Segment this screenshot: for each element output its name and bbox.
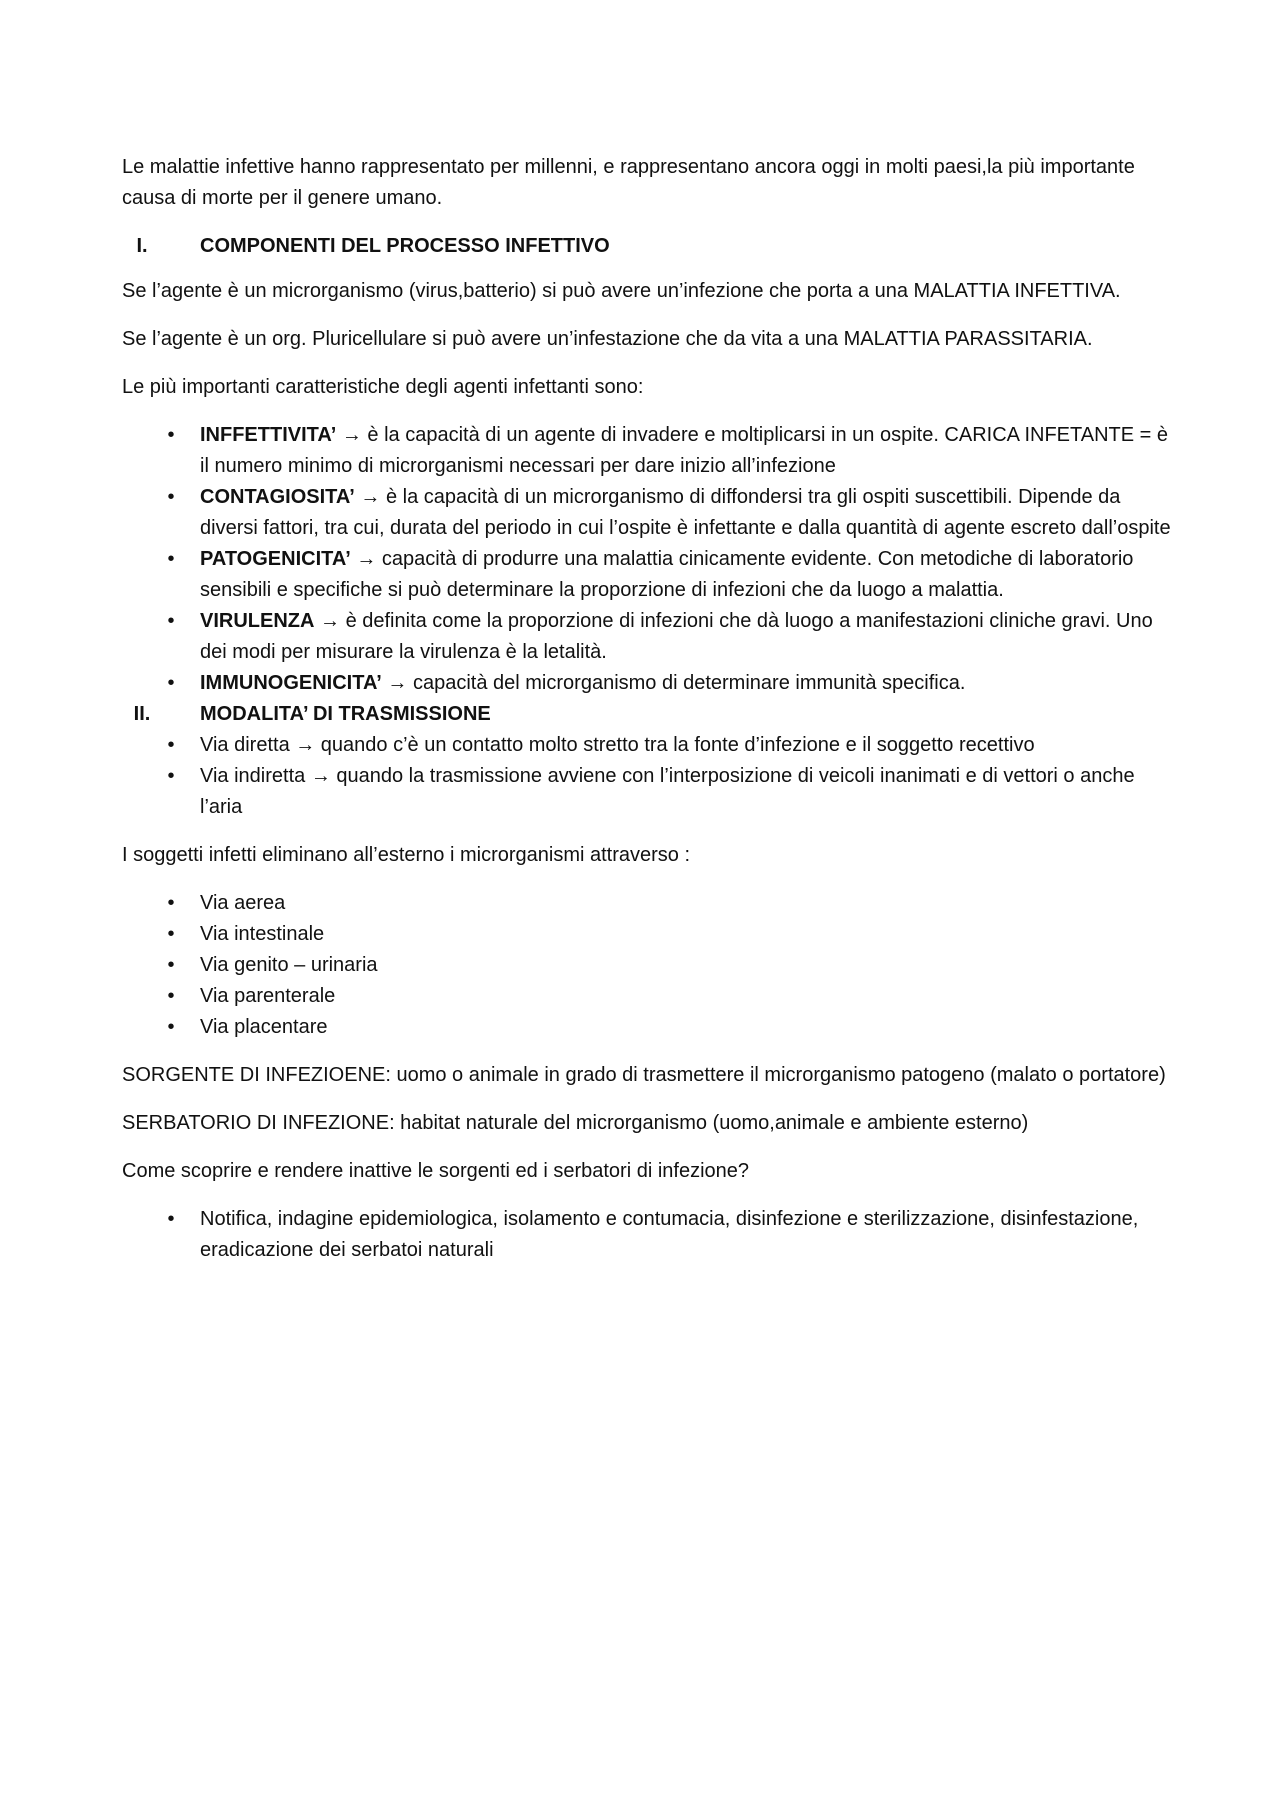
bullet-icon: • (167, 486, 175, 508)
list-item (122, 1012, 1182, 1043)
characteristics-list (122, 420, 1182, 699)
paragraph-agente-microrganismo: Se l’agente è un microrganismo (virus,batterio) si può avere un’infezione che porta a una MALATTIA INFETTIVA. (122, 280, 1121, 302)
bullet-icon: • (167, 1208, 175, 1230)
list-item (122, 420, 1182, 482)
paragraph-domanda: Come scoprire e rendere inattive le sorgenti ed i serbatori di infezione? (122, 1160, 750, 1182)
route-label: Via intestinale (200, 923, 325, 945)
measures-list (122, 1204, 1182, 1266)
section-number: I. (136, 235, 148, 257)
measure-text: Notifica, indagine epidemiologica, isolamento e contumacia, disinfezione e sterilizzazione, disinfestazione, eradicazione dei serbatoi naturali (200, 1208, 1139, 1261)
routes-list (122, 888, 1182, 1043)
section-heading-1 (122, 231, 1182, 262)
list-item (122, 981, 1182, 1012)
arrow-right-icon: → (320, 610, 341, 632)
bullet-icon: • (167, 954, 175, 976)
definition: capacità del microrganismo di determinare immunità specifica. (407, 672, 966, 694)
bullet-icon: • (167, 892, 175, 914)
document-body (122, 152, 1182, 1283)
transmission-list (122, 730, 1182, 823)
bullet-icon: • (167, 734, 175, 756)
arrow-right-icon: → (356, 548, 377, 570)
definition: è definita come la proporzione di infezioni che dà luogo a manifestazioni cliniche gravi. Uno dei modi per misurare la virulenza è la letalità. (200, 610, 1153, 663)
route-label: Via placentare (200, 1016, 328, 1038)
bullet-icon: • (167, 1016, 175, 1038)
definition: quando la trasmissione avviene con l’interposizione di veicoli inanimati e di vettori o anche l’aria (200, 765, 1135, 818)
paragraph-caratteristiche: Le più importanti caratteristiche degli agenti infettanti sono: (122, 376, 644, 398)
paragraph-sorgente: SORGENTE DI INFEZIOENE: uomo o animale in grado di trasmettere il microrganismo patogeno (malato o portatore) (122, 1064, 1166, 1086)
arrow-right-icon: → (341, 424, 362, 446)
list-item (122, 1204, 1182, 1266)
bullet-icon: • (167, 765, 175, 787)
bullet-icon: • (167, 923, 175, 945)
list-item (122, 919, 1182, 950)
bullet-icon: • (167, 672, 175, 694)
section-title: COMPONENTI DEL PROCESSO INFETTIVO (200, 235, 610, 257)
definition: quando c’è un contatto molto stretto tra la fonte d’infezione e il soggetto recettivo (315, 734, 1035, 756)
bullet-icon: • (167, 424, 175, 446)
definition: è la capacità di un agente di invadere e moltiplicarsi in un ospite. CARICA INFETANTE = è il numero minimo di microrganismi necessari per dare inizio all’infezione (200, 424, 1168, 477)
definition: è la capacità di un microrganismo di diffondersi tra gli ospiti suscettibili. Dipende da diversi fattori, tra cui, durata del periodo in cui l’ospite è infettante e dalla quantità di agente escreto dall’ospite (200, 486, 1171, 539)
section-heading-2 (122, 699, 1182, 730)
list-item (122, 730, 1182, 761)
arrow-right-icon: → (360, 486, 381, 508)
term: VIRULENZA (200, 610, 315, 632)
paragraph-soggetti-infetti: I soggetti infetti eliminano all’esterno i microrganismi attraverso : (122, 844, 691, 866)
bullet-icon: • (167, 610, 175, 632)
section-number: II. (133, 703, 151, 725)
list-item (122, 668, 1182, 699)
list-item (122, 761, 1182, 823)
list-item (122, 888, 1182, 919)
term: IMMUNOGENICITA’ (200, 672, 382, 694)
list-item (122, 606, 1182, 668)
term: CONTAGIOSITA’ (200, 486, 355, 508)
route-label: Via genito – urinaria (200, 954, 378, 976)
paragraph-serbatorio: SERBATORIO DI INFEZIONE: habitat naturale del microrganismo (uomo,animale e ambiente esterno) (122, 1112, 1029, 1134)
list-item (122, 544, 1182, 606)
term: Via indiretta (200, 765, 311, 787)
bullet-icon: • (167, 548, 175, 570)
definition: capacità di produrre una malattia cinicamente evidente. Con metodiche di laboratorio sensibili e specifiche si può determinare la proporzione di infezioni che da luogo a malattia. (200, 548, 1134, 601)
term: PATOGENICITA’ (200, 548, 351, 570)
term: Via diretta (200, 734, 296, 756)
route-label: Via aerea (200, 892, 286, 914)
term: INFFETTIVITA’ (200, 424, 337, 446)
paragraph-agente-pluricellulare: Se l’agente è un org. Pluricellulare si può avere un’infestazione che da vita a una MALATTIA PARASSITARIA. (122, 328, 1093, 350)
arrow-right-icon: → (387, 672, 408, 694)
intro-paragraph: Le malattie infettive hanno rappresentato per millenni, e rappresentano ancora oggi in molti paesi,la più importante causa di morte per il genere umano. (122, 156, 1135, 209)
bullet-icon: • (167, 985, 175, 1007)
list-item (122, 950, 1182, 981)
section-title: MODALITA’ DI TRASMISSIONE (200, 703, 491, 725)
arrow-right-icon: → (310, 765, 331, 787)
arrow-right-icon: → (295, 734, 316, 756)
list-item (122, 482, 1182, 544)
route-label: Via parenterale (200, 985, 336, 1007)
